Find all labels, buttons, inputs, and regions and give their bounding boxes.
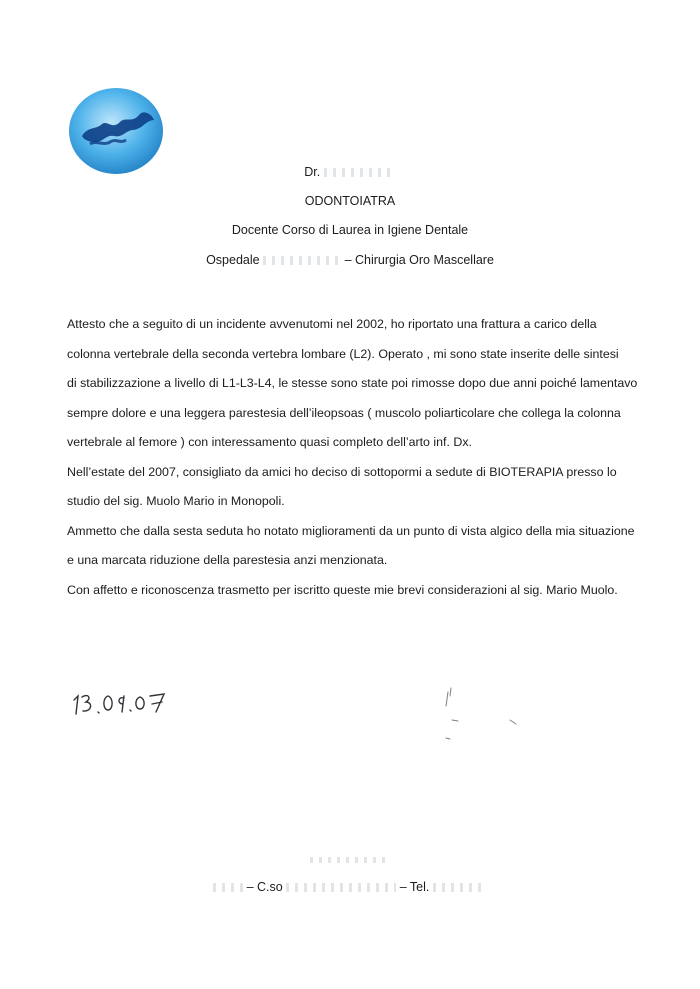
tel-label: – Tel. — [399, 880, 430, 894]
hospital-prefix: Ospedale — [206, 253, 260, 267]
doctor-name-line — [0, 164, 700, 180]
hospital-line — [0, 252, 700, 268]
body-line: Con affetto e riconoscenza trasmetto per iscritto queste mie brevi considerazioni al sig. Mario Muolo. — [67, 582, 618, 597]
hospital-department: – Chirurgia Oro Mascellare — [344, 253, 494, 267]
body-line: sempre dolore e una leggera parestesia dell’ileopsoas ( muscolo poliarticolare che collega la colonna — [67, 405, 621, 420]
body-line: e una marcata riduzione della parestesia anzi menzionata. — [67, 553, 388, 567]
body-line: di stabilizzazione a livello di L1-L3-L4, le stesse sono state poi rimosse dopo due anni poiché lamentavo — [67, 376, 638, 390]
body-line: colonna vertebrale della seconda vertebra lombare (L2). Operato , mi sono state inserite delle sintesi — [67, 346, 619, 361]
doctor-prefix: Dr. — [304, 165, 321, 179]
redacted-footer-name — [310, 857, 390, 863]
redacted-phone — [433, 883, 487, 892]
body-line: Nell’estate del 2007, consigliato da amici ho deciso di sottopormi a sedute di BIOTERAPIA presso lo — [67, 464, 617, 479]
body-line: studio del sig. Muolo Mario in Monopoli. — [67, 494, 285, 508]
body-line: Attesto che a seguito di un incidente avvenutomi nel 2002, ho riportato una frattura a carico della — [67, 317, 597, 331]
redacted-name — [324, 168, 396, 177]
letter-body — [67, 310, 647, 605]
redacted-street — [286, 883, 396, 892]
handwritten-date — [68, 680, 178, 720]
street-label: – C.so — [246, 880, 283, 894]
footer-address-line — [0, 879, 700, 895]
body-line: vertebrale al femore ) con interessamento quasi completo dell’arto inf. Dx. — [67, 435, 472, 449]
redacted-city — [213, 883, 243, 892]
profession-title: ODONTOIATRA — [304, 194, 396, 208]
clinic-logo — [66, 86, 164, 176]
footer-top-line — [0, 851, 700, 867]
teaching-role: Docente Corso di Laurea in Igiene Dentale — [231, 223, 469, 237]
redacted-hospital — [263, 256, 341, 265]
signature-mark — [438, 684, 528, 744]
body-line: Ammetto che dalla sesta seduta ho notato miglioramenti da un punto di vista algico della mia situazione — [67, 523, 635, 538]
